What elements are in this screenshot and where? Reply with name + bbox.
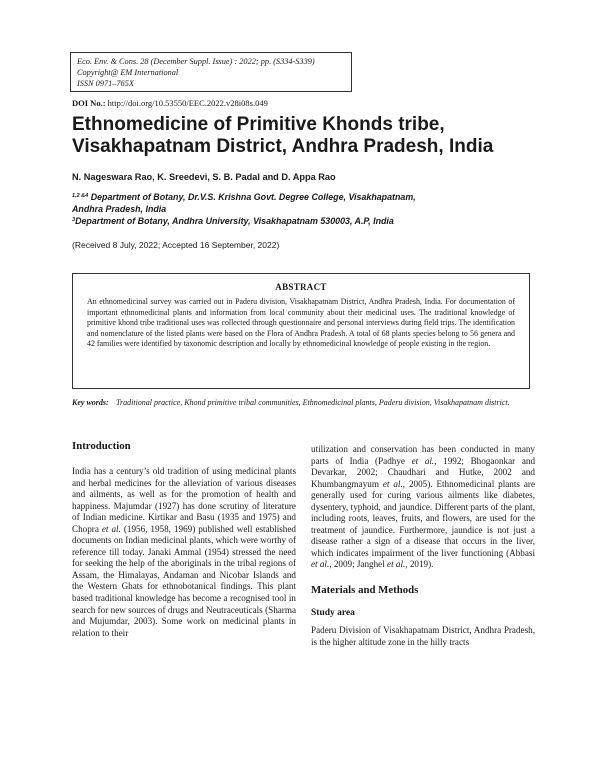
left-column: [72, 440, 296, 639]
abstract-box: [72, 273, 530, 389]
keywords-label: Key words:: [72, 398, 109, 407]
affiliation-1-line-2: Andhra Pradesh, India: [72, 203, 167, 214]
doi-link[interactable]: http://doi.org/10.53550/EEC.2022.v28i08s.049: [107, 98, 268, 108]
keywords-text: Traditional practice, Khond primitive tribal communities, Ethnomedicinal plants, Paderu division, Visakhapatnam district.: [116, 398, 510, 407]
affiliation-1: [72, 191, 542, 204]
doi-label: DOI No.:: [72, 98, 106, 108]
author-list: N. Nageswara Rao, K. Sreedevi, S. B. Padal and D. Appa Rao: [72, 172, 336, 182]
methods-heading: Materials and Methods: [311, 584, 419, 597]
abstract-heading: ABSTRACT: [275, 282, 327, 292]
right-text-part-2: , 1992; Bhogaonkar and Devarkar, 2002; Chaudhari and Hutke, 2002 and Khumbangmayum: [311, 455, 536, 489]
right-etal-1: et al.: [411, 455, 435, 466]
right-etal-4: et al.: [387, 559, 406, 570]
intro-text-part-2: (1956, 1958, 1969) published well established documents on Indian medicinal plants, which were worthy of reference till today. Janaki Ammal (1954) stressed the need for seeking the help of the aboriginals in the tribal regions of Assam, the Himalayas, Andaman and Nicobar Islands and the Western Ghats for ethnobotanical findings. This plant based traditional knowledge has become a recognised tool in search for new sources of drugs and Neutraceuticals (Sharma and Mujumdar, 2003). Some work on medicinal plants in relation to their: [72, 523, 296, 638]
affiliation-1-line-1: Department of Botany, Dr.V.S. Krishna Govt. Degree College, Visakhapatnam,: [90, 192, 416, 202]
journal-citation: Eco. Env. & Cons. 28 (December Suppl. Issue) : 2022; pp. (S334-S339): [77, 57, 315, 66]
study-area-paragraph: Paderu Division of Visakhapatnam District, Andhra Pradesh, is the higher altitude zone in the hilly tracts: [311, 625, 535, 647]
abstract-text: An ethnomedicinal survey was carried out in Paderu division, Visakhapatnam District, Andhra Pradesh, India. For documentation of important ethnomedicinal plants and information from local community about their medicinal uses. The traditional knowledge of primitive khond tribe traditional uses was collected through questionnaire and personal interviews during field trips. The identification and nomenclature of the listed plants were based on the Flora of Andhra Pradesh. A total of 68 plants species belong to 56 genera and 42 families were identified by taxonomic description and locally by ethnomedicinal knowledge of people existing in the region.: [87, 297, 515, 349]
right-text-part-4: , 2009; Janghel: [329, 559, 388, 570]
intro-text-part-1: India has a century’s old tradition of using medicinal plants and herbal medicines for the alleviation of various diseases and ailments, as well as for the promotion of health and happiness. Majumdar (1927) has done scrutiny of literature of Indian medicine. Kirtikar and Basu (1935 and 1975) and Chopra: [72, 466, 296, 534]
doi-line: [72, 98, 268, 108]
right-text-part-3: , 2005). Ethnomedicinal plants are generally used for curing various ailments like diabetes, dysentery, typhoid, and jaundice. Different parts of the plant, including roots, leaves, fruits, and flowers, are used for the treatment of jaundice. Furthermore, jaundice is not just a disease rather a sign of a disease that occurs in the liver, which indicates impairment of the liver functioning (Abbasi: [311, 478, 536, 558]
study-area-heading: Study area: [311, 608, 355, 619]
right-etal-3: et al.: [311, 559, 330, 570]
right-text-part-1: utilization and conservation has been conducted in many parts of India (Padhye: [311, 444, 535, 466]
title-line-2: Visakhapatnam District, Andhra Pradesh, India: [72, 136, 494, 157]
keywords: [72, 398, 532, 409]
copyright-line: Copyright@ EM International: [77, 68, 179, 77]
affiliation-2-marker: 3: [72, 217, 76, 223]
right-etal-2: et al.: [382, 478, 403, 489]
introduction-heading: Introduction: [72, 440, 131, 452]
introduction-paragraph: [72, 466, 296, 639]
citation-box: [70, 52, 352, 92]
title-line-1: Ethnomedicine of Primitive Khonds tribe,: [72, 114, 445, 135]
right-paragraph-1: [311, 444, 535, 571]
affiliation-2: [72, 215, 542, 228]
affiliations: [72, 191, 542, 228]
article-title: [72, 114, 542, 158]
affiliation-1-marker: 1,2 &4: [72, 193, 89, 199]
right-text-part-5: , 2019).: [405, 559, 434, 570]
received-dates: (Received 8 July, 2022; Accepted 16 September, 2022): [72, 240, 280, 250]
intro-etal: et al.: [101, 523, 121, 534]
affiliation-2-text: Department of Botany, Andhra University, Visakhapatnam 530003, A.P, India: [75, 216, 394, 226]
right-column: [311, 444, 535, 648]
issn-line: ISSN 0971–765X: [77, 79, 134, 88]
